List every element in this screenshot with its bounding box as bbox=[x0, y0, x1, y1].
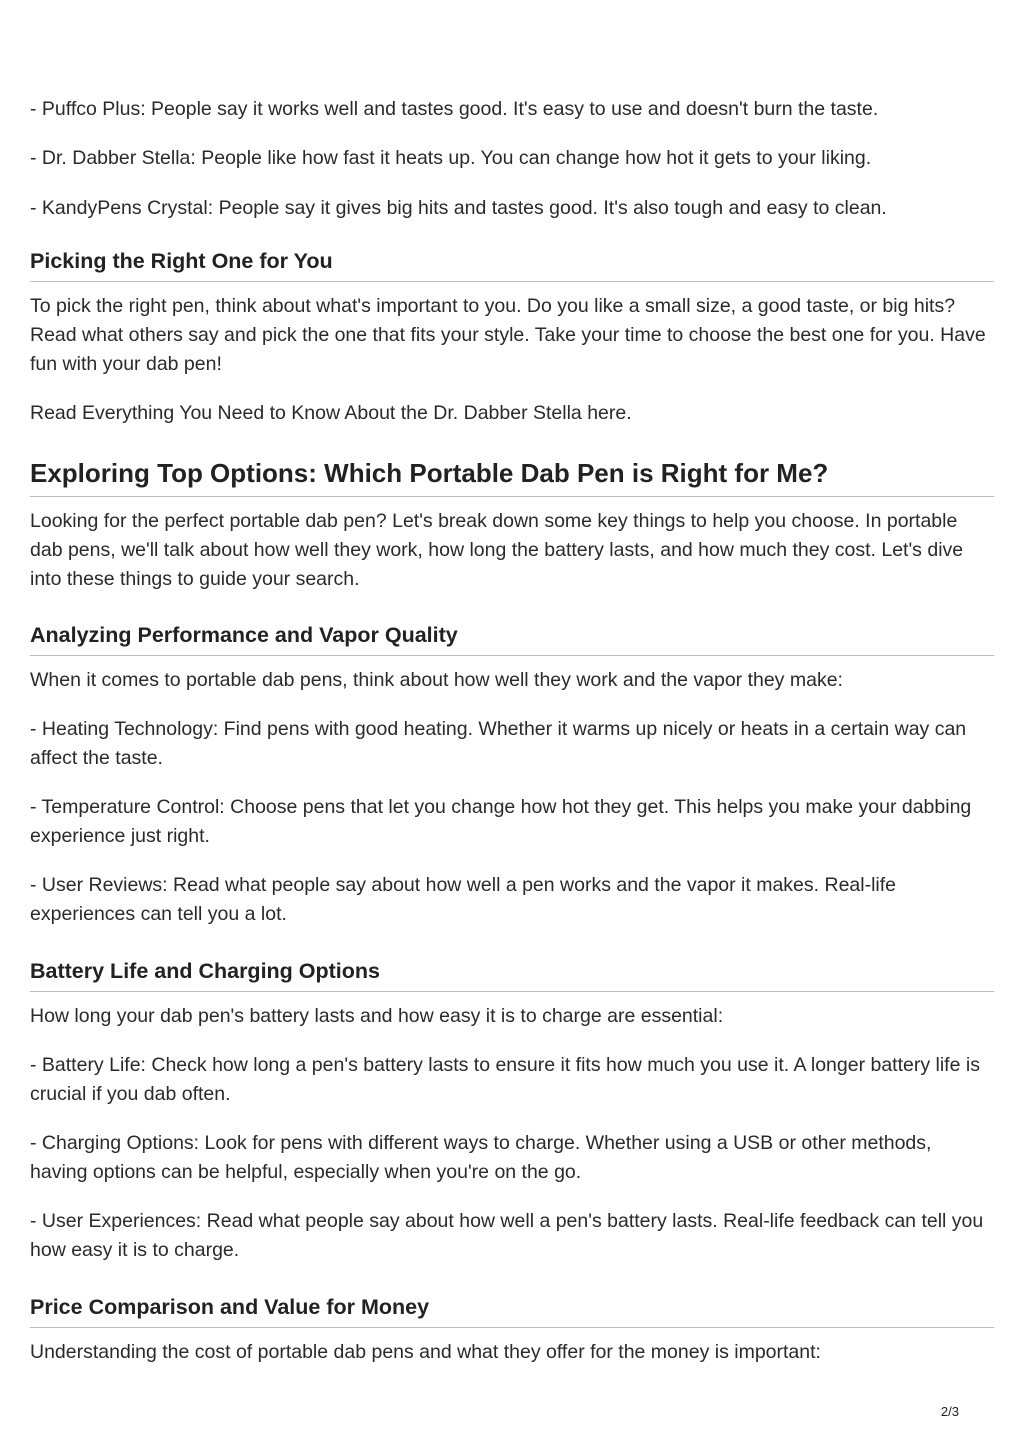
heading-performance-vapor: Analyzing Performance and Vapor Quality bbox=[30, 621, 994, 656]
heading-picking-right-one: Picking the Right One for You bbox=[30, 247, 994, 282]
paragraph-read-stella: Read Everything You Need to Know About the Dr. Dabber Stella here. bbox=[30, 402, 632, 424]
heading-price-comparison: Price Comparison and Value for Money bbox=[30, 1293, 994, 1328]
paragraph-performance-intro: When it comes to portable dab pens, think about how well they work and the vapor they make: bbox=[30, 669, 843, 691]
review-puffco-plus: - Puffco Plus: People say it works well and tastes good. It's easy to use and doesn't burn the taste. bbox=[30, 98, 879, 120]
bullet-battery-life: - Battery Life: Check how long a pen's battery lasts to ensure it fits how much you use it. A longer battery life is crucial if you dab often. bbox=[30, 1054, 980, 1105]
bullet-user-reviews: - User Reviews: Read what people say about how well a pen works and the vapor it makes. Real-life experiences can tell you a lot. bbox=[30, 874, 897, 925]
bullet-charging-options: - Charging Options: Look for pens with different ways to charge. Whether using a USB or other methods, having options can be helpful, especially when you're on the go. bbox=[30, 1132, 932, 1183]
page-number: 2/3 bbox=[940, 1404, 959, 1419]
bullet-heating-technology: - Heating Technology: Find pens with good heating. Whether it warms up nicely or heats in a certain way can affect the taste. bbox=[30, 718, 967, 769]
paragraph-battery-intro: How long your dab pen's battery lasts and how easy it is to charge are essential: bbox=[30, 1005, 724, 1027]
paragraph-price-intro: Understanding the cost of portable dab pens and what they offer for the money is important: bbox=[30, 1341, 821, 1363]
heading-exploring-top-options: Exploring Top Options: Which Portable Dab Pen is Right for Me? bbox=[30, 456, 994, 497]
heading-battery-life: Battery Life and Charging Options bbox=[30, 957, 994, 992]
review-dr-dabber-stella: - Dr. Dabber Stella: People like how fast it heats up. You can change how hot it gets to your liking. bbox=[30, 147, 872, 169]
bullet-user-experiences: - User Experiences: Read what people say about how well a pen's battery lasts. Real-life feedback can tell you how easy it is to charge. bbox=[30, 1210, 984, 1261]
paragraph-exploring-top-options: Looking for the perfect portable dab pen? Let's break down some key things to help you choose. In portable dab pens, we'll talk about how well they work, how long the battery lasts, and how much they cost. Let's dive into these things to guide your search. bbox=[30, 510, 964, 590]
document-body bbox=[30, 95, 994, 1367]
paragraph-picking-right-one: To pick the right pen, think about what's important to you. Do you like a small size, a good taste, or big hits? Read what others say and pick the one that fits your style. Take your time to choose the best one for you. Have fun with your dab pen! bbox=[30, 295, 986, 375]
review-kandypens-crystal: - KandyPens Crystal: People say it gives big hits and tastes good. It's also tough and easy to clean. bbox=[30, 197, 887, 219]
bullet-temperature-control: - Temperature Control: Choose pens that let you change how hot they get. This helps you make your dabbing experience just right. bbox=[30, 796, 972, 847]
